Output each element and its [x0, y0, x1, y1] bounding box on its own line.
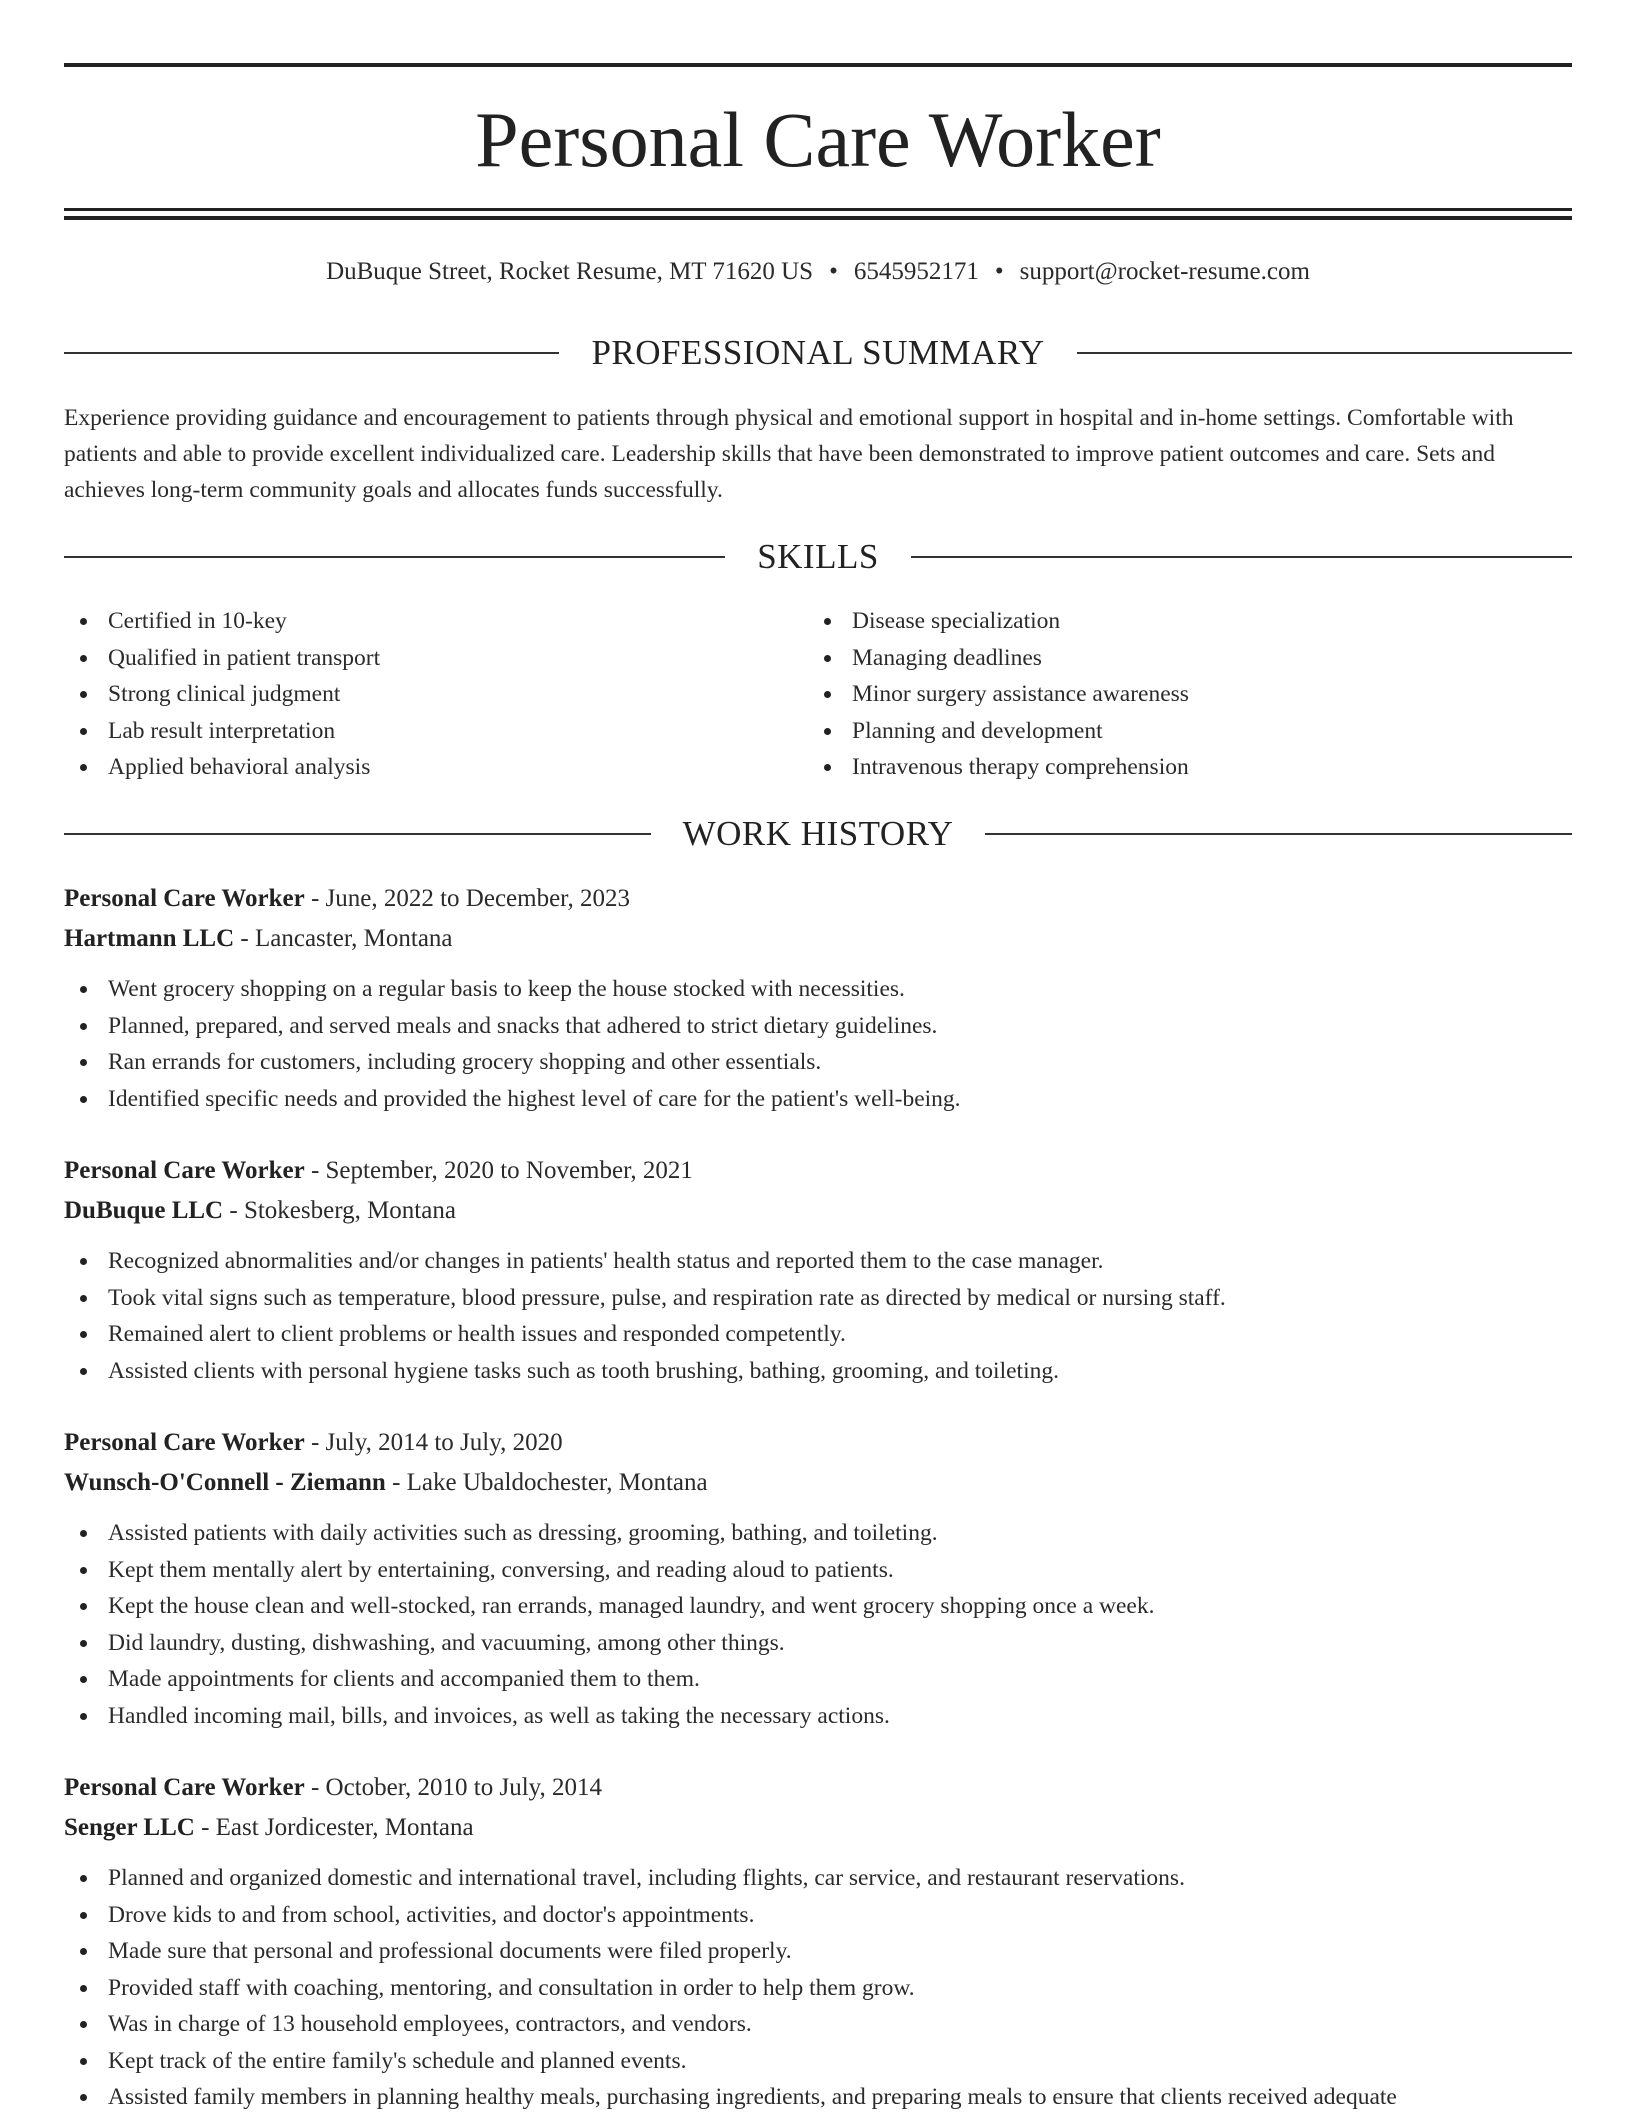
job-bullet: Handled incoming mail, bills, and invoices, as well as taking the necessary actions.	[64, 1698, 1572, 1735]
dash: -	[385, 1469, 407, 1496]
job-entry	[64, 1768, 1572, 2112]
job-company-line	[64, 1191, 1572, 1231]
skill-item: Minor surgery assistance awareness	[808, 676, 1552, 713]
job-dates: July, 2014 to July, 2020	[325, 1429, 563, 1456]
job-company: Wunsch-O'Connell - Ziemann	[64, 1469, 386, 1496]
job-entry	[64, 1151, 1572, 1389]
dash: -	[304, 1157, 326, 1184]
job-bullet: Planned and organized domestic and international travel, including flights, car service, and restaurant reservations.	[64, 1860, 1572, 1897]
job-bullet: Kept the house clean and well-stocked, ran errands, managed laundry, and went grocery shopping once a week.	[64, 1588, 1572, 1625]
section-title-summary: PROFESSIONAL SUMMARY	[591, 333, 1045, 372]
contact-email: support@rocket-resume.com	[1019, 258, 1310, 285]
job-entry	[64, 879, 1572, 1117]
job-bullet: Provided staff with coaching, mentoring, and consultation in order to help them grow.	[64, 1970, 1572, 2007]
heading-rule	[64, 556, 725, 558]
job-dates: September, 2020 to November, 2021	[325, 1157, 693, 1184]
job-bullet: Assisted patients with daily activities such as dressing, grooming, bathing, and toileting.	[64, 1515, 1572, 1552]
skill-item: Disease specialization	[808, 603, 1552, 640]
skill-item: Intravenous therapy comprehension	[808, 749, 1552, 786]
contact-line	[64, 255, 1572, 289]
skill-item: Planning and development	[808, 713, 1552, 750]
job-bullet: Went grocery shopping on a regular basis to keep the house stocked with necessities.	[64, 971, 1572, 1008]
contact-separator: •	[829, 258, 838, 285]
dash: -	[223, 1197, 244, 1224]
job-bullet: Was in charge of 13 household employees, contractors, and vendors.	[64, 2006, 1572, 2043]
job-title-line	[64, 1151, 1572, 1191]
job-dates: October, 2010 to July, 2014	[325, 1774, 603, 1801]
job-title-line	[64, 879, 1572, 919]
job-bullets	[64, 1515, 1572, 1734]
section-title-skills: SKILLS	[757, 537, 879, 576]
skill-item: Lab result interpretation	[64, 713, 808, 750]
contact-address: DuBuque Street, Rocket Resume, MT 71620 US	[326, 258, 814, 285]
section-title-work-history: WORK HISTORY	[682, 814, 954, 853]
header-double-rule-lower	[64, 216, 1572, 220]
job-company: DuBuque LLC	[64, 1197, 224, 1224]
heading-rule	[1077, 352, 1572, 354]
dash: -	[234, 925, 255, 952]
job-company: Hartmann LLC	[64, 925, 235, 952]
dash: -	[194, 1814, 216, 1841]
job-role: Personal Care Worker	[64, 1774, 305, 1801]
job-role: Personal Care Worker	[64, 885, 305, 912]
skills-list	[64, 603, 1572, 786]
job-title-line	[64, 1423, 1572, 1463]
job-bullet: Kept them mentally alert by entertaining, conversing, and reading aloud to patients.	[64, 1552, 1572, 1589]
section-heading-summary	[64, 331, 1572, 375]
heading-rule	[64, 352, 559, 354]
skill-item: Managing deadlines	[808, 640, 1552, 677]
section-heading-work-history	[64, 812, 1572, 856]
job-bullet: Assisted clients with personal hygiene tasks such as tooth brushing, bathing, grooming, and toileting.	[64, 1353, 1572, 1390]
job-bullet: Planned, prepared, and served meals and snacks that adhered to strict dietary guidelines.	[64, 1008, 1572, 1045]
job-bullet: Drove kids to and from school, activities, and doctor's appointments.	[64, 1897, 1572, 1934]
job-location: East Jordicester, Montana	[215, 1814, 474, 1841]
job-bullet: Remained alert to client problems or health issues and responded competently.	[64, 1316, 1572, 1353]
dash: -	[304, 1774, 326, 1801]
job-company-line	[64, 1808, 1572, 1848]
job-bullet: Made sure that personal and professional documents were filed properly.	[64, 1933, 1572, 1970]
job-title-line	[64, 1768, 1572, 1808]
job-company-line	[64, 1463, 1572, 1503]
job-entry	[64, 1423, 1572, 1734]
job-location: Lake Ubaldochester, Montana	[406, 1469, 708, 1496]
job-bullets	[64, 1860, 1572, 2112]
heading-rule	[985, 833, 1572, 835]
header-double-rule-upper	[64, 208, 1572, 211]
job-dates: June, 2022 to December, 2023	[325, 885, 631, 912]
heading-rule	[64, 833, 651, 835]
job-location: Stokesberg, Montana	[243, 1197, 456, 1224]
job-bullet: Took vital signs such as temperature, blood pressure, pulse, and respiration rate as directed by medical or nursing staff.	[64, 1280, 1572, 1317]
skill-item: Certified in 10-key	[64, 603, 808, 640]
contact-separator: •	[994, 258, 1004, 285]
skill-item: Applied behavioral analysis	[64, 749, 808, 786]
job-bullets	[64, 1243, 1572, 1389]
summary-text: Experience providing guidance and encouragement to patients through physical and emotional support in hospital and in-home settings. Comfortable with patients and able to provide excellent individualized care. Leadership skills that have been demonstrated to improve patient outcomes and care. Sets and achieves long-term community goals and allocates funds successfully.	[64, 405, 1514, 503]
job-bullet: Kept track of the entire family's schedule and planned events.	[64, 2043, 1572, 2080]
contact-phone: 6545952171	[853, 258, 979, 285]
job-bullet: Made appointments for clients and accompanied them to them.	[64, 1661, 1572, 1698]
header-top-rule	[64, 63, 1572, 67]
heading-rule	[911, 556, 1572, 558]
job-role: Personal Care Worker	[64, 1429, 305, 1456]
job-bullet: Assisted family members in planning healthy meals, purchasing ingredients, and preparing meals to ensure that clients received adequate	[64, 2079, 1572, 2112]
skills-column-left	[64, 603, 808, 786]
job-bullet: Ran errands for customers, including grocery shopping and other essentials.	[64, 1044, 1572, 1081]
section-heading-skills	[64, 535, 1572, 579]
job-role: Personal Care Worker	[64, 1157, 305, 1184]
job-location: Lancaster, Montana	[254, 925, 453, 952]
job-company-line	[64, 919, 1572, 959]
skill-item: Strong clinical judgment	[64, 676, 808, 713]
job-bullet: Did laundry, dusting, dishwashing, and vacuuming, among other things.	[64, 1625, 1572, 1662]
job-bullets	[64, 971, 1572, 1117]
job-bullet: Recognized abnormalities and/or changes in patients' health status and reported them to the case manager.	[64, 1243, 1572, 1280]
job-bullet: Identified specific needs and provided the highest level of care for the patient's well-being.	[64, 1081, 1572, 1118]
dash: -	[304, 885, 326, 912]
skills-column-right	[808, 603, 1552, 786]
dash: -	[304, 1429, 326, 1456]
job-company: Senger LLC	[64, 1814, 195, 1841]
resume-name: Personal Care Worker	[475, 96, 1161, 183]
skill-item: Qualified in patient transport	[64, 640, 808, 677]
